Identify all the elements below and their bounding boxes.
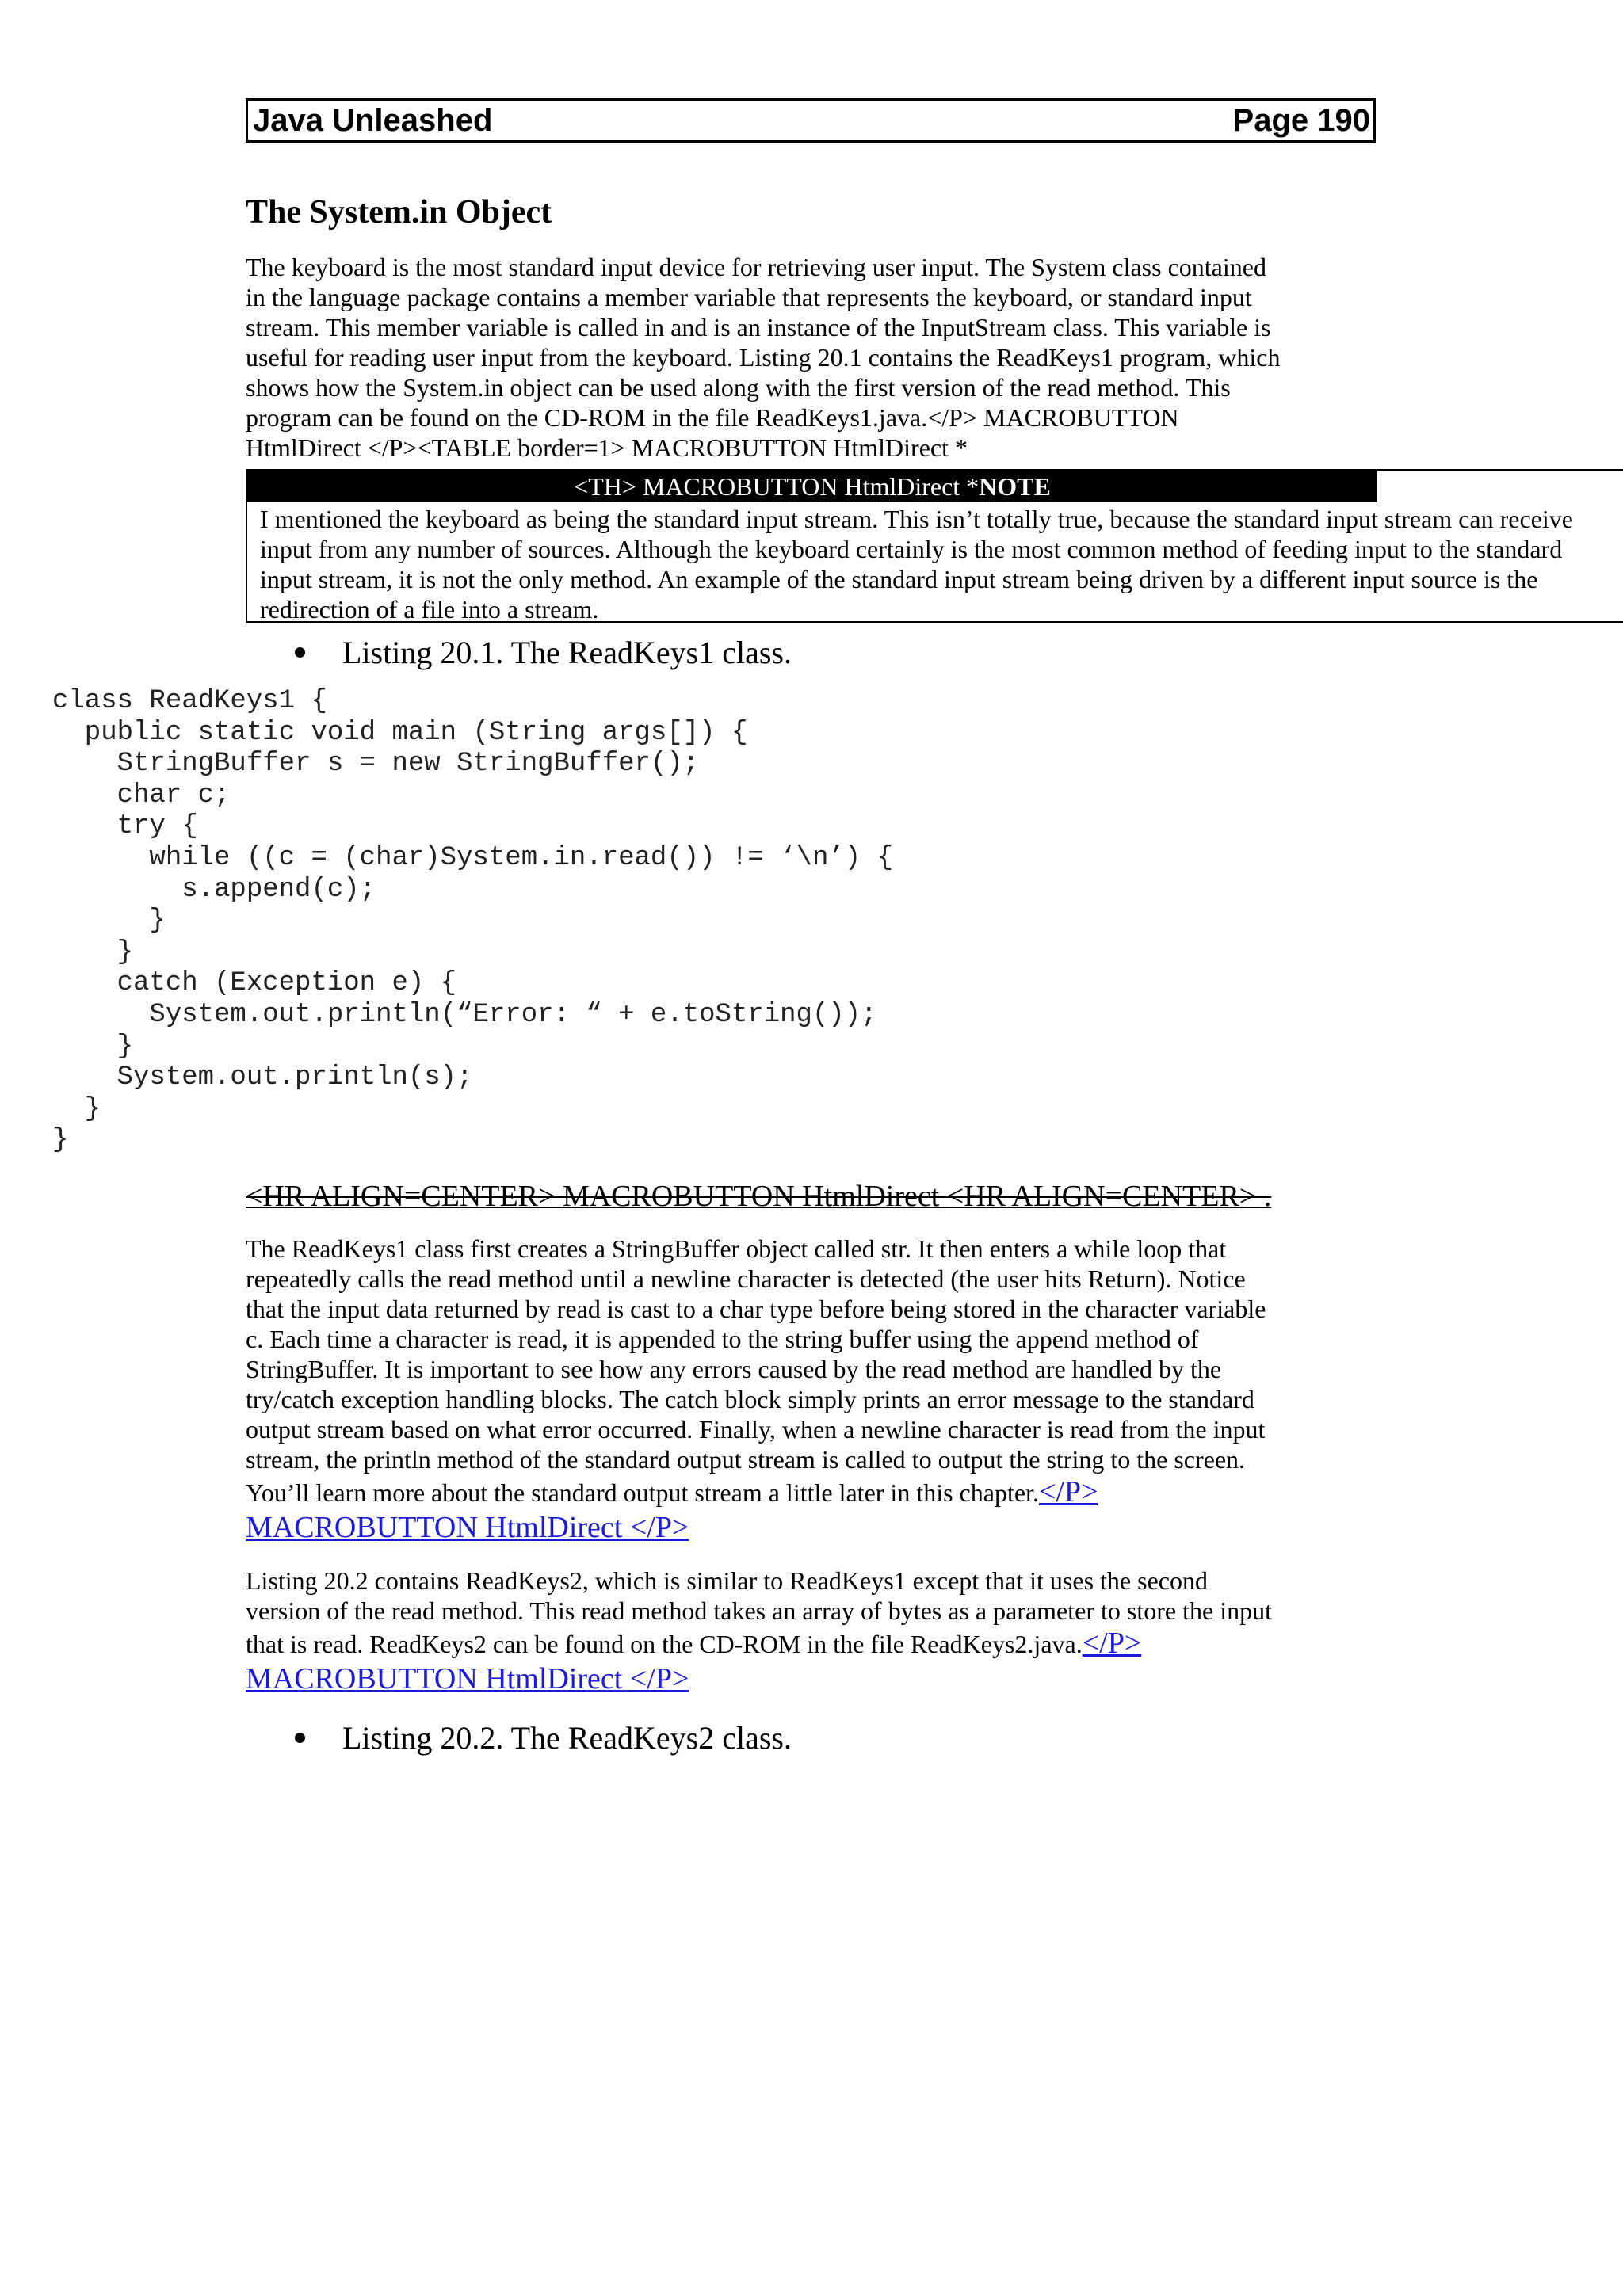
- code-line: public static void main (String args[]) {: [52, 717, 748, 748]
- para-line: [246, 1510, 1387, 1546]
- note-line: redirection of a file into a stream.: [260, 595, 599, 623]
- code-line: }: [52, 1093, 101, 1124]
- code-line: System.out.println(s);: [52, 1062, 473, 1093]
- para-line: c. Each time a character is read, it is appended to the string buffer using the append method of: [246, 1325, 1199, 1353]
- bullet-icon: [295, 1733, 305, 1743]
- bullet-icon: [295, 647, 305, 658]
- para-line: version of the read method. This read method takes an array of bytes as a parameter to store the input: [246, 1596, 1272, 1625]
- code-line: System.out.println(“Error: “ + e.toString());: [52, 999, 877, 1030]
- note-line: input from any number of sources. Although the keyboard certainly is the most common method of feeding input to the standard: [260, 535, 1563, 563]
- note-header-label: NOTE: [979, 472, 1051, 501]
- note-line: input stream, it is not the only method. An example of the standard input stream being driven by a different input source is the: [260, 565, 1538, 593]
- note-box: [246, 469, 1623, 623]
- para-line: repeatedly calls the read method until a newline character is detected (the user hits Return). Notice: [246, 1264, 1246, 1293]
- intro-line: stream. This member variable is called in and is an instance of the InputStream class. This variable is: [246, 313, 1271, 341]
- listing-2-caption-text: Listing 20.2. The ReadKeys2 class.: [342, 1719, 792, 1756]
- code-line: }: [52, 1031, 134, 1062]
- code-line: }: [52, 936, 134, 967]
- intro-paragraph: [246, 252, 1387, 463]
- code-line: char c;: [52, 780, 231, 810]
- listing-1-caption: [295, 632, 792, 672]
- code-line: while ((c = (char)System.in.read()) != ‘\n’) {: [52, 842, 893, 873]
- para-line: The ReadKeys1 class first creates a StringBuffer object called str. It then enters a while loop that: [246, 1234, 1227, 1263]
- intro-line: HtmlDirect </P><TABLE border=1> MACROBUTTON HtmlDirect *: [246, 433, 968, 462]
- para-line: Listing 20.2 contains ReadKeys2, which is similar to ReadKeys1 except that it uses the second: [246, 1566, 1208, 1595]
- listing-2-caption: [295, 1718, 792, 1757]
- code-line: try {: [52, 811, 198, 842]
- note-header-prefix: <TH> MACROBUTTON HtmlDirect *: [574, 472, 980, 501]
- para-line: [246, 1474, 1387, 1510]
- para-line: [246, 1661, 1387, 1697]
- code-line: class ReadKeys1 {: [52, 686, 327, 716]
- para-last-text: that is read. ReadKeys2 can be found on the CD-ROM in the file ReadKeys2.java.: [246, 1630, 1083, 1658]
- para-line: [246, 1626, 1387, 1661]
- para-line: output stream based on what error occurred. Finally, when a newline character is read from the input: [246, 1415, 1266, 1444]
- para-line: stream, the println method of the standard output stream is called to output the string to the screen.: [246, 1445, 1246, 1474]
- section-title: The System.in Object: [246, 194, 552, 231]
- code-line: StringBuffer s = new StringBuffer();: [52, 749, 700, 780]
- book-title: Java Unleashed: [253, 102, 493, 138]
- intro-line: useful for reading user input from the keyboard. Listing 20.1 contains the ReadKeys1 program, which: [246, 343, 1281, 372]
- horizontal-rule-macro: <HR ALIGN=CENTER> MACROBUTTON HtmlDirect <HR ALIGN=CENTER> .: [246, 1180, 1272, 1213]
- intro-line: in the language package contains a member variable that represents the keyboard, or standard input: [246, 283, 1252, 311]
- page-number: Page 190: [1232, 102, 1370, 138]
- macrobutton-link[interactable]: MACROBUTTON HtmlDirect </P>: [246, 1511, 689, 1544]
- para-last-text: You’ll learn more about the standard output stream a little later in this chapter.: [246, 1478, 1039, 1507]
- para-line: try/catch exception handling blocks. The catch block simply prints an error message to the standard: [246, 1385, 1254, 1413]
- note-line: I mentioned the keyboard as being the standard input stream. This isn’t totally true, because the standard input stream can receive: [260, 505, 1573, 533]
- html-paragraph-link[interactable]: </P>: [1038, 1475, 1098, 1508]
- code-line: }: [52, 1125, 69, 1156]
- code-line: }: [52, 906, 166, 936]
- listing-1-caption-text: Listing 20.1. The ReadKeys1 class.: [342, 634, 792, 670]
- listing-2-intro-paragraph: [246, 1566, 1387, 1697]
- code-line: s.append(c);: [52, 874, 376, 905]
- page-header: [246, 98, 1376, 143]
- note-body: [247, 502, 1623, 623]
- intro-line: program can be found on the CD-ROM in the file ReadKeys1.java.</P> MACROBUTTON: [246, 403, 1179, 432]
- html-paragraph-link[interactable]: </P>: [1082, 1627, 1142, 1660]
- note-header: [247, 471, 1377, 502]
- macrobutton-link[interactable]: MACROBUTTON HtmlDirect </P>: [246, 1662, 689, 1695]
- intro-line: shows how the System.in object can be used along with the first version of the read method. This: [246, 373, 1231, 402]
- code-line: catch (Exception e) {: [52, 968, 457, 999]
- explanation-paragraph: [246, 1234, 1387, 1546]
- intro-line: The keyboard is the most standard input device for retrieving user input. The System class contained: [246, 253, 1266, 281]
- para-line: that the input data returned by read is cast to a char type before being stored in the character variable: [246, 1295, 1266, 1323]
- para-line: StringBuffer. It is important to see how any errors caused by the read method are handled by the: [246, 1355, 1222, 1383]
- code-listing: [52, 686, 893, 1157]
